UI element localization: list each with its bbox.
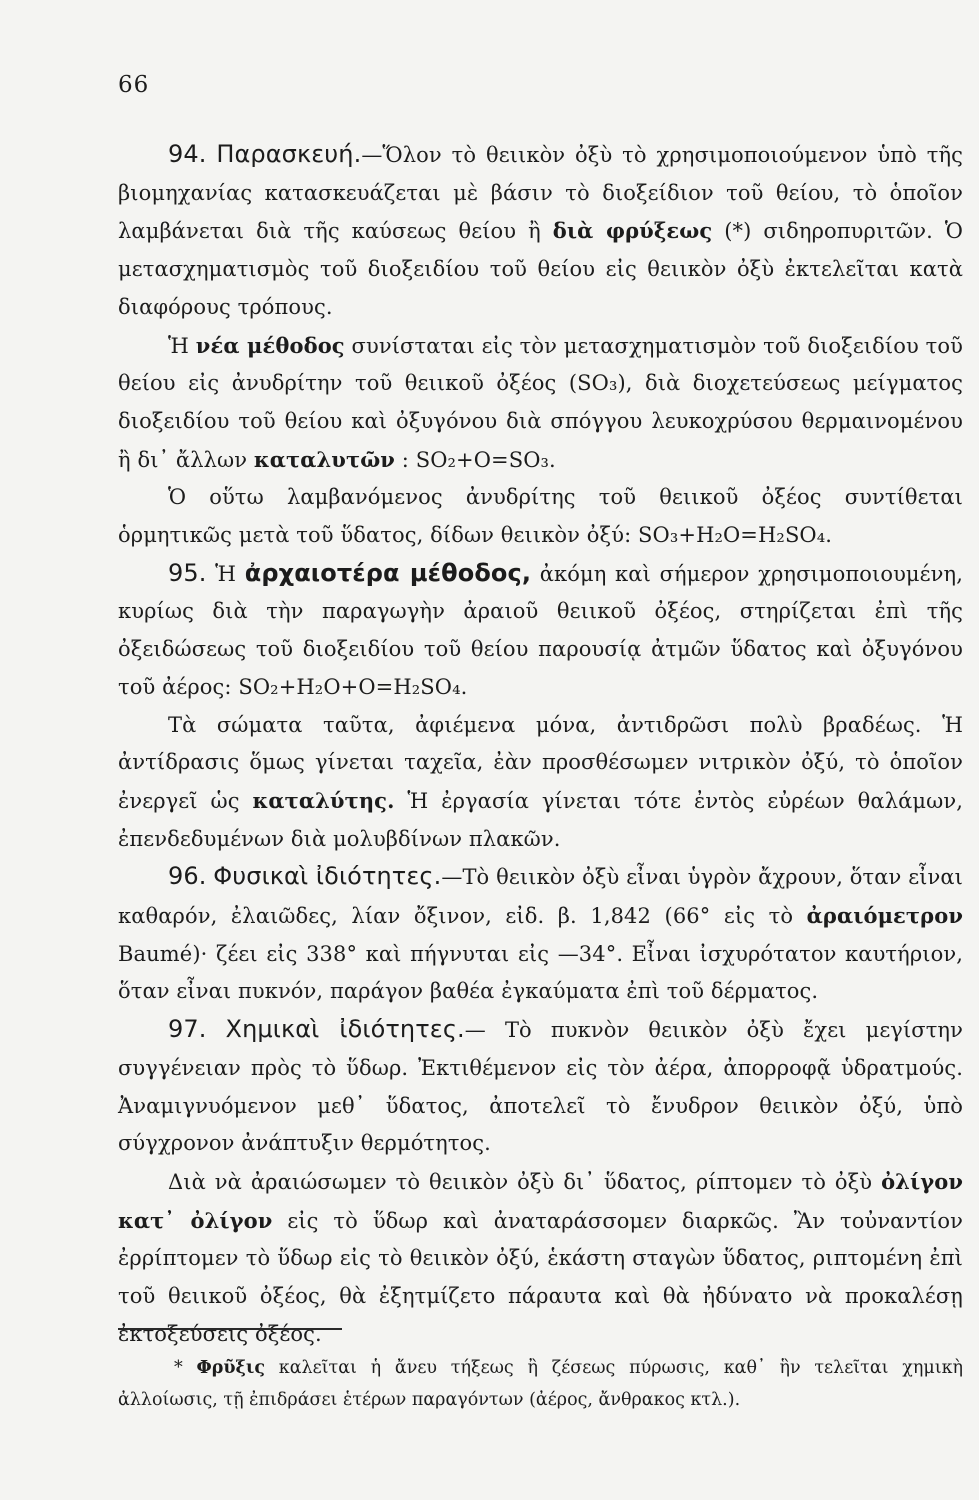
text-run: Διὰ νὰ ἀραιώσωμεν τὸ θειικὸν ὀξὺ δι᾿ ὕδατος, ρίπτομεν τὸ ὀξὺ <box>168 1169 882 1194</box>
section-number: 94. <box>168 140 207 168</box>
section-94-paragraph-2 <box>118 327 963 480</box>
section-97-paragraph-2 <box>118 1163 963 1354</box>
bold-term: διὰ φρύξεως <box>552 218 713 244</box>
page-body <box>118 136 963 1354</box>
text-run: Ἡ ἐργασία γίνεται τότε ἐντὸς εὐρέων θαλάμων, ἐπενδεδυμένων διὰ μολυβδίνων πλακῶν. <box>118 788 964 851</box>
section-title: Παρασκευή. <box>216 140 362 168</box>
section-95-paragraph-1 <box>118 555 963 707</box>
text-run: (*) σιδηροπυριτῶν. Ὁ μετασχηματισμὸς τοῦ διοξειδίου τοῦ θείου εἰς θειικὸν ὀξὺ ἐκτελεῖται κατὰ διαφόρους τρόπους. <box>118 219 963 319</box>
section-95-paragraph-2 <box>118 707 963 859</box>
bold-term: ἀρχαιοτέρα μέθοδος, <box>244 558 532 587</box>
section-title: Χημικαὶ ἰδιότητες. <box>225 1015 465 1044</box>
chemical-equation: SO₂+O=SO₃. <box>415 447 556 472</box>
section-94-paragraph-3 <box>118 479 963 554</box>
chemical-equation: SO₃+H₂O=H₂SO₄. <box>638 523 833 548</box>
bold-term: νέα μέθοδος <box>195 332 345 358</box>
section-96-paragraph-1 <box>118 858 963 1011</box>
text-run: —Ὅλον τὸ θειικὸν ὀξὺ τὸ χρησιμοποιούμενον ὑπὸ τῆς βιομηχανίας κατασκευάζεται μὲ βάσιν τὸ διοξείδιον τοῦ θείου, τὸ ὁποῖον λαμβάνεται διὰ τῆς καύσεως θείου ἢ <box>118 143 963 244</box>
bold-term: ἀραιόμετρον <box>806 903 963 929</box>
chemical-equation: SO₂+H₂O+O=H₂SO₄. <box>238 674 468 699</box>
footnote-marker: * <box>174 1358 197 1378</box>
text-run: Τὰ σώματα ταῦτα, ἀφιέμενα μόνα, ἀντιδρῶσι πολὺ βραδέως. Ἡ ἀντίδρασις ὅμως γίνεται ταχεῖα, ἐὰν προσθέσωμεν νιτρικὸν ὀξύ, τὸ ὁποῖον ἐνεργεῖ ὡς <box>118 712 963 813</box>
footnote-divider <box>118 1328 342 1330</box>
section-97-paragraph-1 <box>118 1011 963 1163</box>
text-run: —Τὸ θειικὸν ὀξὺ εἶναι ὑγρὸν ἄχρουν, ὅταν εἶναι καθαρόν, ἐλαιῶδες, λίαν ὄξινον, εἰδ. β. 1,842 (66° εἰς τὸ <box>118 865 963 929</box>
text-run: : <box>394 447 416 472</box>
text-run: Ἡ <box>168 333 196 358</box>
text-run: ἀκόμη καὶ σήμερον χρησιμοποιουμένη, κυρίως διὰ τὴν παραγωγὴν ἀραιοῦ θειικοῦ ὀξέος, στηρίζεται ἐπὶ τῆς ὀξειδώσεως τοῦ διοξειδίου τοῦ θείου παρουσίᾳ ἀτμῶν ὕδατος καὶ ὀξυγόνου τοῦ ἀέρος: <box>118 561 963 699</box>
footnote-term: Φρῦξις <box>196 1358 266 1378</box>
section-number: 97. <box>168 1015 207 1044</box>
text-run: συνίσταται εἰς τὸν μετασχηματισμὸν τοῦ διοξειδίου τοῦ θείου εἰς ἀνυδρίτην τοῦ θειικοῦ ὀξέος (SO₃), διὰ διοχετεύσεως μείγματος διοξειδίου τοῦ θείου καὶ ὀξυγόνου διὰ σπόγγου λευκοχρύσου θερμαινομένου ἢ δι᾿ ἄλλων <box>118 333 963 472</box>
text-run: εἰς τὸ ὕδωρ καὶ ἀναταράσσομεν διαρκῶς. Ἂν τοὐναντίον ἐρρίπτομεν τὸ ὕδωρ εἰς τὸ θειικὸν ὀξύ, ἑκάστη σταγὼν ὕδατος, ριπτομένη ἐπὶ τοῦ θειικοῦ ὀξέος, θὰ ἐξητμίζετο πάραυτα καὶ θὰ ἠδύνατο νὰ προκαλέσῃ ἐκτοξεύσεις ὀξέος. <box>118 1208 963 1346</box>
footnote-text: καλεῖται ἡ ἄνευ τήξεως ἢ ζέσεως πύρωσις, καθ᾿ ἣν τελεῖται χημικὴ ἀλλοίωσις, τῇ ἐπιδράσει ἑτέρων παραγόντων (ἀέρος, ἄνθρακος κτλ.). <box>118 1358 963 1410</box>
footnote <box>118 1352 963 1416</box>
page-number: 66 <box>118 72 150 98</box>
text-run: Ὁ οὕτω λαμβανόμενος ἀνυδρίτης τοῦ θειικοῦ ὀξέος συντίθεται ὁρμητικῶς μετὰ τοῦ ὕδατος, δίδων θειικὸν ὀξύ: <box>118 485 963 548</box>
section-number: 96. <box>168 862 207 891</box>
section-94-paragraph-1 <box>118 136 963 327</box>
section-number: 95. <box>168 558 207 587</box>
section-title: Φυσικαὶ ἰδιότητες. <box>213 862 442 891</box>
text-run: Ἡ <box>215 561 245 586</box>
text-run: — Τὸ πυκνὸν θειικὸν ὀξὺ ἔχει μεγίστην συγγένειαν πρὸς τὸ ὕδωρ. Ἐκτιθέμενον εἰς τὸν ἀέρα, ἀπορροφᾷ ὑδρατμούς. Ἀναμιγνυόμενον μεθ᾿ ὕδατος, ἀποτελεῖ τὸ ἔνυδρον θειικὸν ὀξύ, ὑπὸ σύγχρονον ἀνάπτυξιν θερμότητος. <box>118 1018 963 1156</box>
text-run: Baumé)· ζέει εἰς 338° καὶ πήγνυται εἰς —34°. Εἶναι ἰσχυρότατον καυτήριον, ὅταν εἶναι πυκνόν, παράγον βαθέα ἐγκαύματα ἐπὶ τοῦ δέρματος. <box>118 941 963 1004</box>
bold-term: ὀλίγον κατ᾿ ὀλίγον <box>118 1168 963 1233</box>
bold-term: καταλύτης. <box>252 787 395 813</box>
bold-term: καταλυτῶν <box>253 446 395 472</box>
